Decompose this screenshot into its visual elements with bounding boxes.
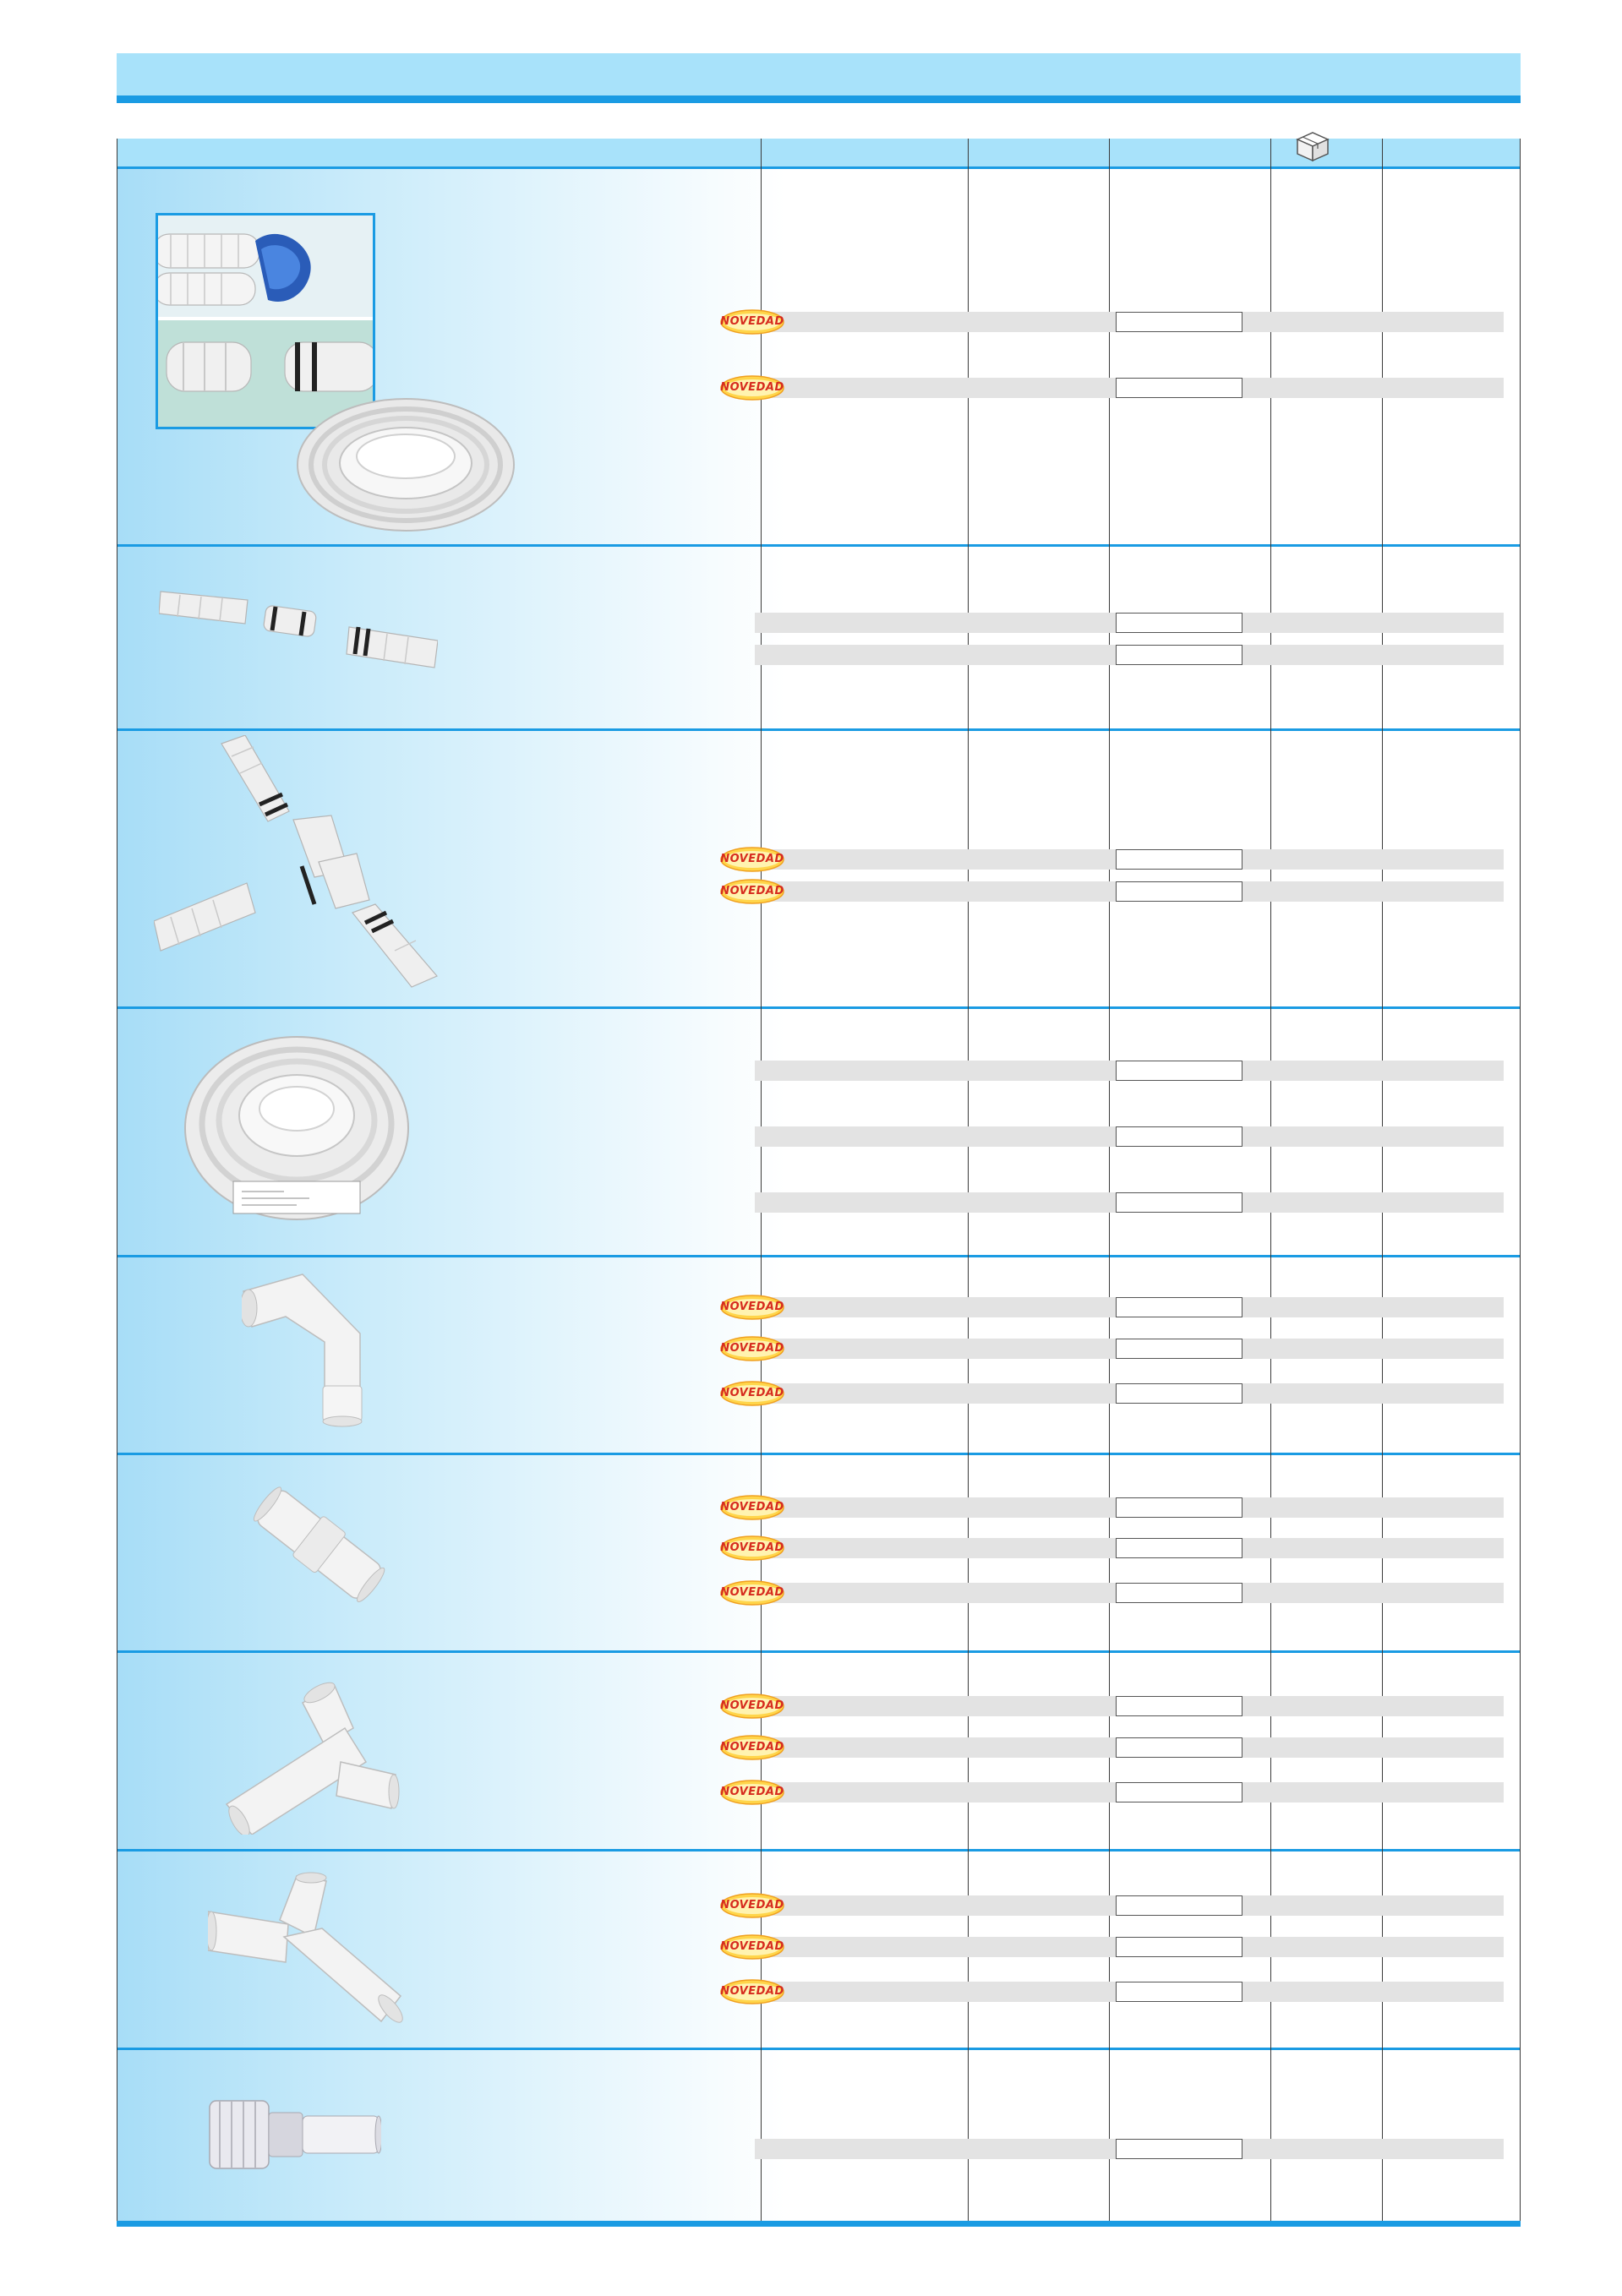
novedad-label: NOVEDAD (720, 1899, 784, 1912)
novedad-label: NOVEDAD (720, 1940, 784, 1953)
novedad-label: NOVEDAD (720, 381, 784, 394)
code-cell (1116, 1538, 1242, 1558)
top-banner (117, 53, 1521, 95)
novedad-badge (720, 375, 784, 401)
novedad-badge (720, 309, 784, 335)
tee-connector-illustration (218, 1669, 404, 1835)
code-cell (1116, 1895, 1242, 1916)
code-cell (1116, 1696, 1242, 1716)
hose-straight-connector-illustration (159, 583, 438, 684)
elbow-connector-illustration (242, 1268, 379, 1428)
code-cell (1116, 1061, 1242, 1081)
y-connector-illustration (208, 1869, 404, 2026)
novedad-label: NOVEDAD (720, 1501, 784, 1513)
novedad-label: NOVEDAD (720, 1985, 784, 1998)
code-cell (1116, 1297, 1242, 1317)
novedad-label: NOVEDAD (720, 853, 784, 865)
code-cell (1116, 645, 1242, 665)
threaded-adapter-illustration (208, 2094, 381, 2174)
code-cell (1116, 1982, 1242, 2002)
code-cell (1116, 1192, 1242, 1213)
novedad-badge (720, 1495, 784, 1520)
novedad-badge (720, 1979, 784, 2004)
novedad-badge (720, 1580, 784, 1606)
code-cell (1116, 1737, 1242, 1758)
bottom-rule (117, 2221, 1521, 2227)
novedad-badge (720, 1693, 784, 1719)
novedad-badge (720, 847, 784, 872)
novedad-label: NOVEDAD (720, 1586, 784, 1599)
novedad-badge (720, 1934, 784, 1960)
novedad-label: NOVEDAD (720, 1541, 784, 1554)
top-rule (117, 95, 1521, 103)
code-cell (1116, 881, 1242, 902)
code-cell (1116, 849, 1242, 870)
novedad-label: NOVEDAD (720, 885, 784, 897)
novedad-badge (720, 1780, 784, 1805)
novedad-label: NOVEDAD (720, 1387, 784, 1399)
novedad-badge (720, 1336, 784, 1361)
code-cell (1116, 1339, 1242, 1359)
novedad-badge (720, 879, 784, 904)
novedad-badge (720, 1381, 784, 1406)
code-cell (1116, 1497, 1242, 1518)
novedad-label: NOVEDAD (720, 1301, 784, 1313)
novedad-label: NOVEDAD (720, 1741, 784, 1753)
code-cell (1116, 1383, 1242, 1404)
hose-coil-illustration (294, 387, 518, 535)
novedad-badge (720, 1735, 784, 1760)
novedad-label: NOVEDAD (720, 1699, 784, 1712)
novedad-label: NOVEDAD (720, 1786, 784, 1798)
straight-coupler-illustration (245, 1477, 393, 1612)
code-cell (1116, 613, 1242, 633)
code-cell (1116, 2139, 1242, 2159)
code-cell (1116, 1126, 1242, 1147)
novedad-badge (720, 1893, 784, 1918)
novedad-label: NOVEDAD (720, 315, 784, 328)
corrugated-hose-coil-illustration (183, 1031, 411, 1225)
code-cell (1116, 1782, 1242, 1802)
code-cell (1116, 1583, 1242, 1603)
novedad-badge (720, 1535, 784, 1561)
hose-tee-assembly-illustration (154, 735, 458, 989)
novedad-badge (720, 1295, 784, 1320)
code-cell (1116, 1937, 1242, 1957)
code-cell (1116, 378, 1242, 398)
novedad-label: NOVEDAD (720, 1342, 784, 1355)
code-cell (1116, 312, 1242, 332)
